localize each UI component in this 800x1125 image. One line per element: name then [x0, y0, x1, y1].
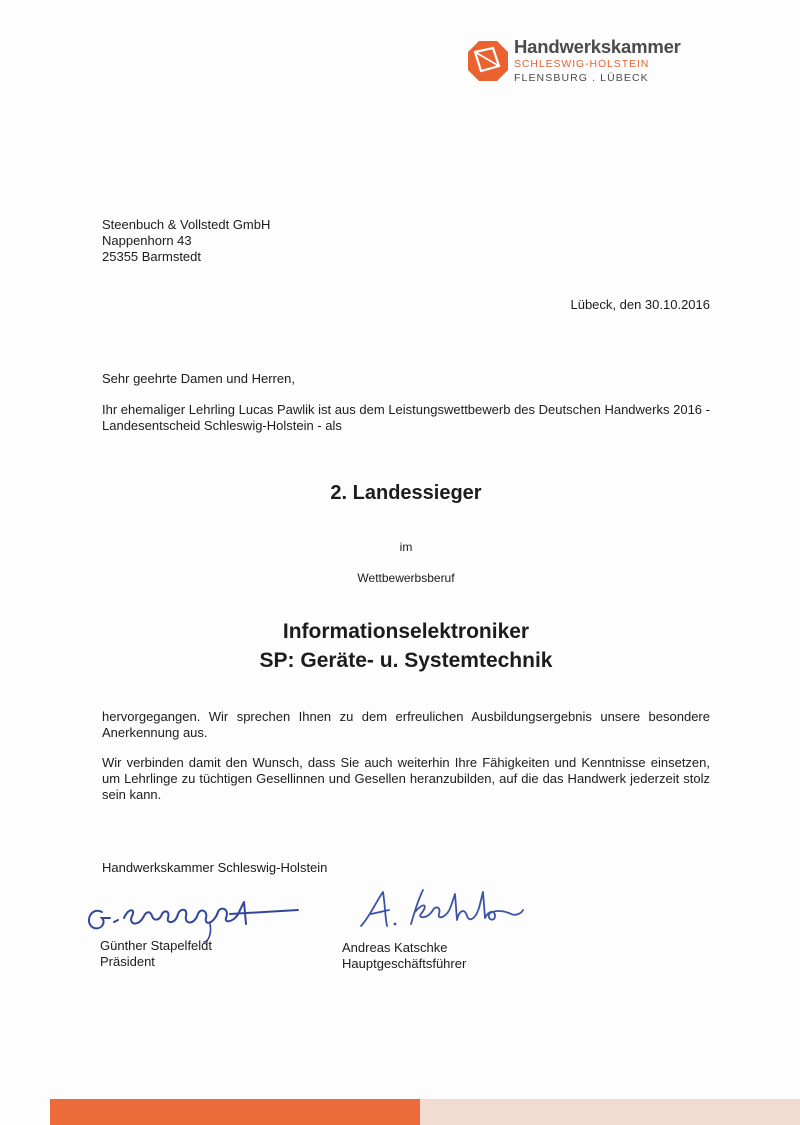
- signature-stapelfeldt: [80, 884, 300, 944]
- signer-title: Präsident: [100, 954, 155, 969]
- profession-title: Informationselektroniker: [282, 620, 530, 643]
- recipient-company: Steenbuch & Vollstedt GmbH: [102, 217, 271, 232]
- competition-label: Wettbewerbsberuf: [357, 571, 455, 585]
- signer-name: Günther Stapelfeldt: [100, 938, 213, 953]
- award-title: 2. Landessieger: [330, 482, 482, 504]
- recipient-address: [102, 217, 270, 265]
- signer-managing-director: [342, 940, 466, 972]
- footer-light-bar: [420, 1099, 800, 1125]
- intro-paragraph: Ihr ehemaliger Lehrling Lucas Pawlik ist aus dem Leistungswettbewerb des Deutschen Handwerks 2016 - Landesentscheid Schleswig-Holstein - als: [102, 402, 710, 433]
- footer-accent-bar: [50, 1099, 420, 1125]
- recognition-paragraph: hervorgegangen. Wir sprechen Ihnen zu dem erfreulichen Ausbildungsergebnis unsere besondere Anerkennung aus.: [102, 709, 710, 740]
- signature-katschke: [355, 880, 530, 935]
- org-name: Handwerkskammer: [514, 36, 681, 57]
- wish-paragraph: Wir verbinden damit den Wunsch, dass Sie auch weiterhin Ihre Fähigkeiten und Kenntnisse einsetzen, um Lehrlinge zu tüchtigen Gesellinnen und Gesellen heranzubilden, auf die das Handwerk jederzeit stolz sein kann.: [102, 755, 710, 802]
- signer-name: Andreas Katschke: [342, 940, 448, 955]
- profession-specialization: SP: Geräte- u. Systemtechnik: [259, 649, 553, 672]
- org-cities: FLENSBURG . LÜBECK: [514, 72, 649, 84]
- date-line: Lübeck, den 30.10.2016: [570, 297, 710, 312]
- orange-octagon-logo-icon: [467, 40, 509, 82]
- signer-president: [100, 938, 212, 970]
- signer-title: Hauptgeschäftsführer: [342, 956, 467, 971]
- signing-organization: Handwerkskammer Schleswig-Holstein: [102, 860, 328, 875]
- salutation: Sehr geehrte Damen und Herren,: [102, 371, 295, 386]
- recipient-street: Nappenhorn 43: [102, 233, 192, 248]
- recipient-city: 25355 Barmstedt: [102, 249, 202, 264]
- org-region: SCHLESWIG-HOLSTEIN: [514, 58, 650, 70]
- im-label: im: [399, 540, 413, 554]
